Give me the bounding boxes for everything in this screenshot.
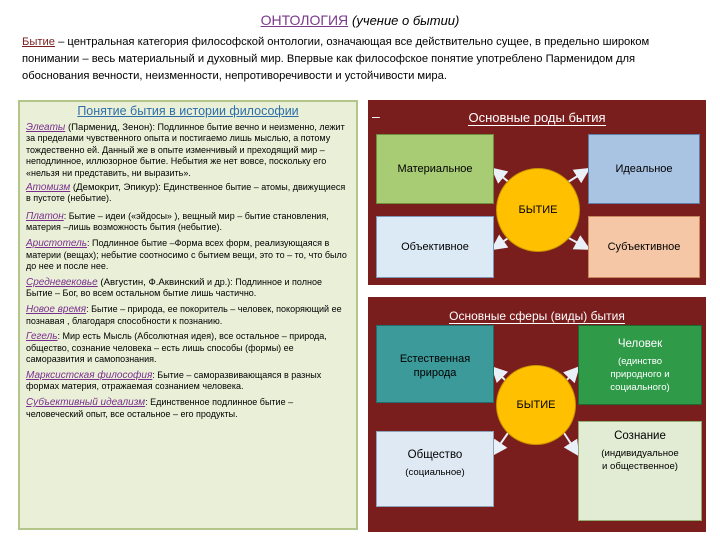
being-circle-spheres: БЫТИЕ bbox=[496, 365, 576, 445]
school-name: Атомизм bbox=[26, 181, 71, 193]
kinds-title bbox=[368, 110, 706, 125]
school-name: Гегель bbox=[26, 331, 58, 343]
sphere-consciousness bbox=[578, 421, 702, 521]
kind-objective: Объективное bbox=[376, 216, 494, 278]
history-entry bbox=[26, 331, 350, 366]
kinds-panel bbox=[368, 100, 706, 285]
history-entry bbox=[26, 370, 350, 393]
kind-subjective: Субъективное bbox=[588, 216, 700, 278]
history-title: Понятие бытия в истории философии bbox=[77, 104, 299, 118]
history-entry bbox=[26, 304, 350, 327]
school-name: Субъективный идеализм bbox=[26, 397, 146, 409]
school-name: Марксистская философия bbox=[26, 369, 153, 381]
school-name: Элеаты bbox=[26, 121, 66, 133]
school-text: : Бытие – природа, ее покоритель – человек, покоряющий ее познавая , благодаря способности к познанию. bbox=[26, 303, 342, 326]
history-entry bbox=[26, 277, 350, 300]
history-entry bbox=[26, 238, 350, 273]
kind-material: Материальное bbox=[376, 134, 494, 204]
school-text: : Бытие – идеи («эйдосы» ), вещный мир – бытие становления, материя –лишь возможность бытия (небытие). bbox=[26, 210, 329, 233]
school-text: и др.): Подлинное и полное Бытие – Бог, во всем остальном бытие лишь частично. bbox=[26, 276, 322, 299]
intro-text: – центральная категория философской онтологии, означающая все действительно сущее, в предельно широком понимании – весь материальный и духовный мир. Впервые как философское понятие употреблено Парменидом для обоснования вечности, неизменности, непротиворечивости и устойчивости мира. bbox=[22, 36, 650, 82]
school-name: Средневековье bbox=[26, 276, 98, 288]
title-subtitle: (учение о бытии) bbox=[352, 13, 460, 28]
history-entry bbox=[26, 122, 350, 180]
sphere-society-label: Общество bbox=[407, 449, 463, 461]
sphere-society-note: (социальное) bbox=[405, 467, 465, 478]
history-entry bbox=[26, 182, 350, 205]
history-entry bbox=[26, 211, 350, 234]
sphere-man bbox=[578, 325, 702, 405]
kind-ideal: Идеальное bbox=[588, 134, 700, 204]
school-reps: (Парменид, Зенон) bbox=[65, 121, 153, 133]
kinds-title-text: Основные роды бытия bbox=[468, 110, 606, 125]
school-name: Платон bbox=[26, 210, 64, 222]
school-name: Аристотель bbox=[26, 237, 88, 249]
spheres-title bbox=[368, 309, 706, 323]
school-text: : Мир есть Мысль (Абсолютная идея), все остальное – природа, общество, сознание человека – есть лишь способы (формы) ее саморазвития и самопознания. bbox=[26, 331, 327, 365]
title-main: ОНТОЛОГИЯ bbox=[260, 12, 349, 28]
sphere-man-note: (единство природного и социального) bbox=[610, 356, 670, 393]
school-text: : Единственное подлинное бытие – человеческий опыт, все остальное – его продукты. bbox=[26, 397, 294, 419]
spheres-panel bbox=[368, 297, 706, 532]
sphere-nature: Естественная природа bbox=[376, 325, 494, 403]
history-entry bbox=[26, 397, 350, 420]
school-text: : Бытие – саморазвивающаяся в разных формах материя, отражаемая сознанием человека. bbox=[26, 369, 322, 392]
sphere-consciousness-note: (индивидуальное и общественное) bbox=[601, 448, 679, 472]
being-circle: БЫТИЕ bbox=[496, 168, 580, 252]
school-text: : Подлинное бытие –Форма всех форм, реализующаяся в материи (вещах); небытие соотносимо с бытием вещи, это то – то, что было до нее и после нее. bbox=[26, 237, 347, 272]
arrow-society bbox=[494, 433, 508, 453]
sphere-consciousness-label: Сознание bbox=[614, 430, 666, 442]
school-text: : Подлинное бытие вечно и неизменно, лежит за пределами чувственного опыта и постигаемо лишь мыслью, а потому тождественно ей. Данный же в опыте изменчивый и преходящий мир – неподлинное, иллюзорное бытие. Небытия же нет вовсе, поскольку его «нельзя ни представить, ни выразить». bbox=[26, 121, 345, 178]
kinds-dash: – bbox=[372, 108, 380, 124]
sphere-man-label: Человек bbox=[617, 338, 663, 350]
intro-term: Бытие bbox=[22, 36, 55, 48]
arrow-consciousness bbox=[564, 433, 577, 453]
school-reps: (Августин, Ф.Аквинский bbox=[97, 276, 205, 288]
school-text: : Единственное бытие – атомы, движущиеся в пустоте (небытие). bbox=[26, 181, 346, 204]
spheres-title-text: Основные сферы (виды) бытия bbox=[449, 309, 625, 323]
school-name: Новое время bbox=[26, 303, 87, 315]
page-title bbox=[0, 12, 720, 28]
school-reps: (Демокрит, Эпикур) bbox=[70, 181, 159, 193]
history-panel bbox=[18, 100, 358, 530]
sphere-society bbox=[376, 431, 494, 507]
intro-definition bbox=[22, 34, 702, 85]
